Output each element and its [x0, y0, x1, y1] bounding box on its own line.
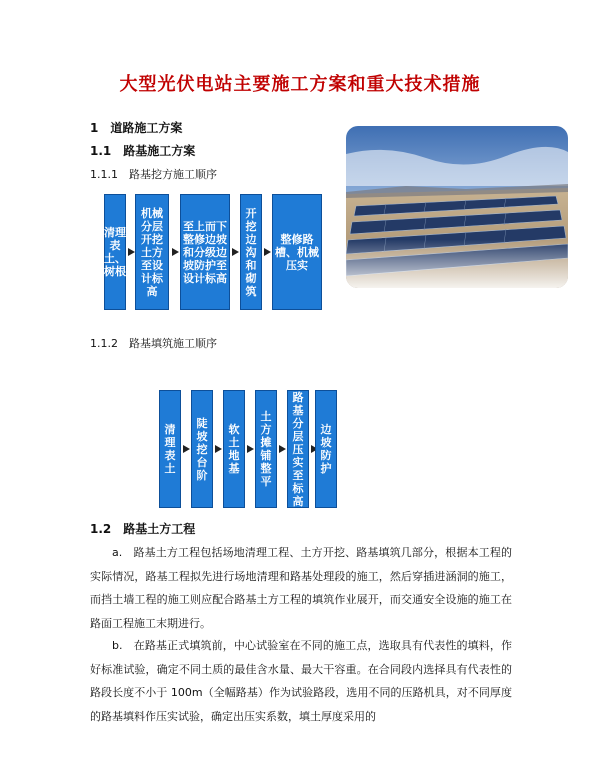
flow-step: 整修路槽、机械压实	[272, 194, 322, 310]
document-title: 大型光伏电站主要施工方案和重大技术措施	[119, 74, 481, 95]
flow-step: 机械分层开挖土方至设计标高	[135, 194, 169, 310]
flow-step: 土方摊铺整平	[255, 390, 277, 508]
flow-step: 清理表土、树根	[104, 194, 126, 310]
heading-earthwork: 1.2 路基土方工程	[90, 522, 196, 536]
arrow-right-icon	[232, 248, 239, 256]
paragraph-a: a. 路基土方工程包括场地清理工程、土方开挖、路基填筑几部分，根据本工程的实际情况，路基工程拟先进行场地清理和路基处理段的施工，然后穿插进涵洞的施工，而挡土墙工程的施工则应配合路基土方工程的填筑作业展开，而交通安全设施的施工在路面工程施工末期进行。	[90, 546, 512, 630]
flow-step: 软土地基	[223, 390, 245, 508]
flow-step: 陡坡挖台阶	[191, 390, 213, 508]
flow-step: 至上而下整修边坡和分级边坡防护至设计标高	[180, 194, 230, 310]
heading-subgrade-plan: 1.1 路基施工方案	[90, 144, 196, 158]
heading-excavation-sequence: 1.1.1 路基挖方施工顺序	[90, 168, 217, 181]
arrow-right-icon	[264, 248, 271, 256]
arrow-right-icon	[279, 445, 286, 453]
flow-step: 路基分层压实至标高	[287, 390, 309, 508]
arrow-right-icon	[128, 248, 135, 256]
paragraph-b: b. 在路基正式填筑前，中心试验室在不同的施工点，选取具有代表性的填料，作好标准试验，确定不同土质的最佳含水量、最大干容重。在合同段内选择具有代表性的路段长度不小于 100m（全幅路基）作为试验路段，选用不同的压路机具，对不同厚度的路基填料作压实试验，确定出压实系数，填土厚度采用的	[90, 639, 512, 723]
arrow-right-icon	[215, 445, 222, 453]
arrow-right-icon	[183, 445, 190, 453]
heading-fill-sequence: 1.1.2 路基填筑施工顺序	[90, 337, 217, 350]
flow-step: 边坡防护	[315, 390, 337, 508]
flow-step: 清理表土	[159, 390, 181, 508]
solar-panel-icon	[346, 126, 568, 288]
flow-step: 开挖边沟和砌筑	[240, 194, 262, 310]
heading-road-construction: 1 道路施工方案	[90, 121, 183, 135]
solar-panel-photo	[346, 126, 568, 288]
arrow-right-icon	[172, 248, 179, 256]
arrow-right-icon	[247, 445, 254, 453]
